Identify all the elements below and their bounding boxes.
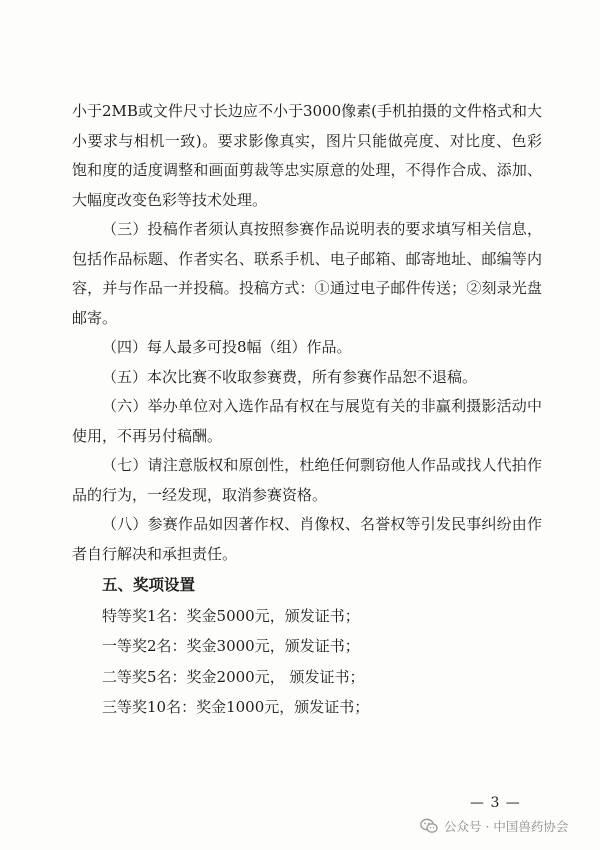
wechat-icon (420, 818, 438, 834)
paragraph-item-4: （四）每人最多可投8幅（组）作品。 (102, 338, 352, 356)
page-number: — 3 — (470, 795, 521, 811)
wechat-watermark (420, 817, 568, 835)
document-body (72, 97, 542, 723)
paragraph-item-5: （五）本次比赛不收取参赛费，所有参赛作品恕不退稿。 (102, 367, 478, 386)
paragraph-item-6: （六）举办单位对入选作品有权在与展览有关的非赢利摄影活动中使用，不再另付稿酬。 (72, 397, 542, 445)
prize-first: 一等奖2名：奖金3000元，颁发证书； (102, 637, 360, 655)
paragraph-item-3: （三）投稿作者须认真按照参赛作品说明表的要求填写相关信息，包括作品标题、作者实名、联系手机、电子邮箱、邮寄地址、邮编等内容，并与作品一并投稿。投稿方式：①通过电子邮件传送；②刻录光盘邮寄。 (72, 220, 542, 327)
paragraph-item-8: （八）参赛作品如因著作权、肖像权、名誉权等引发民事纠纷由作者自行解决和承担责任。 (72, 515, 542, 563)
paragraph-item-7: （七）请注意版权和原创性，杜绝任何剽窃他人作品或找人代拍作品的行为，一经发现，取消参赛资格。 (72, 456, 542, 504)
watermark-text: 公众号 · 中国兽药协会 (444, 819, 569, 834)
prize-second: 二等奖5名：奖金2000元， 颁发证书； (102, 667, 365, 686)
section-title-awards: 五、奖项设置 (102, 576, 196, 594)
paragraph-intro: 小于2MB或文件尺寸长边应不小于3000像素(手机拍摄的文件格式和大小要求与相机一致)。要求影像真实，图片只能做亮度、对比度、色彩饱和度的适度调整和画面剪裁等忠实原意的处理，不得作合成、添加、大幅度改变色彩等技术处理。 (72, 102, 542, 209)
prize-special: 特等奖1名：奖金5000元，颁发证书； (102, 606, 360, 625)
prize-third: 三等奖10名：奖金1000元，颁发证书； (102, 698, 370, 716)
